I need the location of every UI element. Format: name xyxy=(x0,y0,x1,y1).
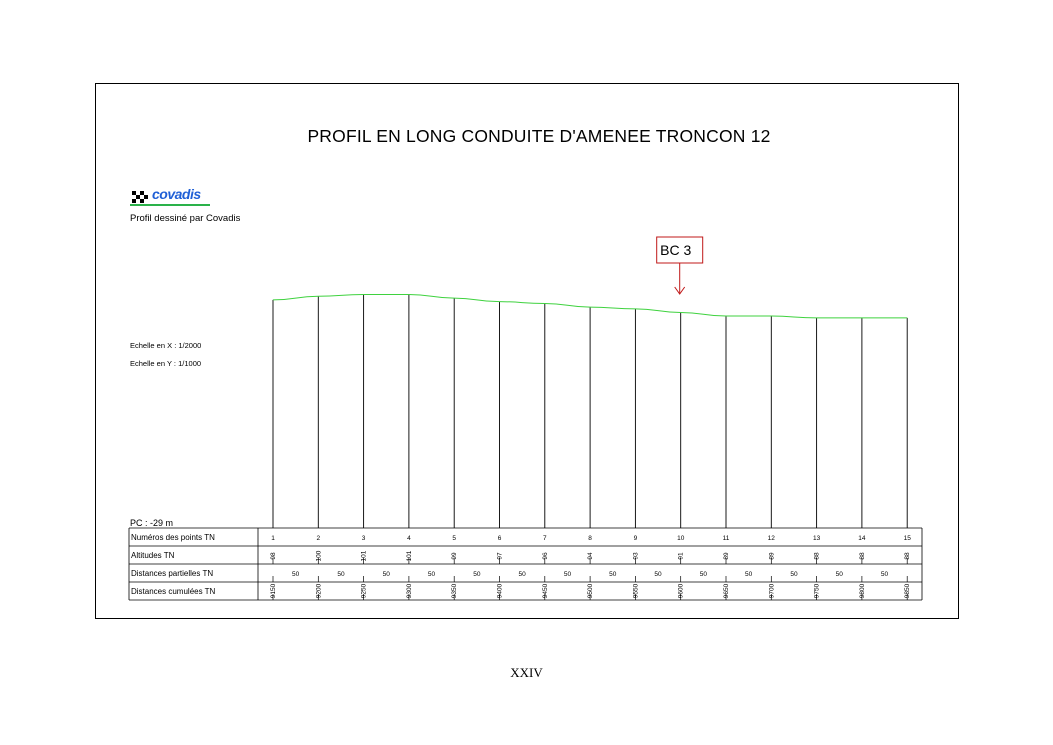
point-number-6: 6 xyxy=(497,535,502,542)
point-number-1: 1 xyxy=(271,535,275,542)
partial-distance-8: 50 xyxy=(609,571,617,578)
altitude-label-2: 100 xyxy=(315,550,323,562)
annotation-label: BC 3 xyxy=(660,242,692,258)
point-number-8: 8 xyxy=(588,535,592,542)
partial-distance-12: 50 xyxy=(790,571,798,578)
partial-distance-2: 50 xyxy=(337,571,345,578)
partial-distance-14: 50 xyxy=(880,571,889,578)
cumulative-distance-15: 9850 xyxy=(904,583,912,599)
cumulative-distance-1: 9150 xyxy=(270,583,277,599)
altitude-label-12: 89 xyxy=(768,552,776,560)
page-number: XXIV xyxy=(510,665,543,680)
altitude-label-1: 98 xyxy=(270,552,277,560)
point-number-7: 7 xyxy=(542,535,547,542)
altitude-label-10: 91 xyxy=(677,552,685,560)
cumulative-distance-10: 9600 xyxy=(677,583,685,599)
cumulative-distance-2: 9200 xyxy=(315,583,323,599)
partial-distance-5: 50 xyxy=(473,571,481,578)
partial-distance-13: 50 xyxy=(835,571,843,578)
cumulative-distance-13: 9750 xyxy=(813,583,821,599)
table-labels xyxy=(270,535,911,598)
altitude-label-15: 88 xyxy=(904,552,912,560)
altitude-label-14: 88 xyxy=(858,552,866,560)
row-label-partielles: Distances partielles TN xyxy=(131,569,214,578)
drawn-by-note: Profil dessiné par Covadis xyxy=(130,213,241,224)
data-table-grid xyxy=(129,528,922,600)
altitude-label-3: 101 xyxy=(360,550,368,562)
cumulative-distance-7: 9450 xyxy=(541,583,549,599)
reference-plane-label: PC : -29 m xyxy=(130,518,174,528)
row-label-altitudes: Altitudes TN xyxy=(131,551,175,560)
partial-distance-9: 50 xyxy=(654,571,662,578)
partial-distance-11: 50 xyxy=(745,571,753,578)
scale-x-label: Echelle en X : 1/2000 xyxy=(130,341,202,350)
altitude-label-5: 99 xyxy=(451,552,459,560)
partial-distance-6: 50 xyxy=(518,571,526,578)
altitude-label-6: 97 xyxy=(496,552,504,560)
cumulative-distance-5: 9350 xyxy=(451,583,459,599)
scale-y-label: Echelle en Y : 1/1000 xyxy=(130,359,202,368)
point-number-15: 15 xyxy=(903,535,911,542)
cumulative-distance-8: 9500 xyxy=(587,583,595,599)
partial-distance-1: 50 xyxy=(292,571,300,578)
cumulative-distance-9: 9550 xyxy=(632,583,640,599)
partial-distance-10: 50 xyxy=(699,571,707,578)
cumulative-distance-12: 9700 xyxy=(768,583,776,599)
point-number-5: 5 xyxy=(452,535,457,542)
altitude-label-4: 101 xyxy=(405,550,413,562)
point-number-9: 9 xyxy=(633,535,638,542)
chart-title: PROFIL EN LONG CONDUITE D'AMENEE TRONCON 12 xyxy=(307,126,771,146)
row-label-numeros: Numéros des points TN xyxy=(131,533,215,542)
bc3-annotation xyxy=(657,237,703,294)
altitude-label-13: 88 xyxy=(813,552,821,560)
row-label-cumulees: Distances cumulées TN xyxy=(131,587,216,596)
cumulative-distance-3: 9250 xyxy=(360,583,368,599)
partial-distance-4: 50 xyxy=(427,571,436,578)
partial-distance-3: 50 xyxy=(382,571,390,578)
point-number-3: 3 xyxy=(361,535,366,542)
altitude-label-7: 96 xyxy=(541,552,549,560)
point-number-14: 14 xyxy=(858,535,866,542)
point-number-2: 2 xyxy=(316,535,321,542)
altitude-label-8: 94 xyxy=(587,552,595,560)
partial-distance-7: 50 xyxy=(563,571,572,578)
point-number-10: 10 xyxy=(677,535,685,542)
point-number-11: 11 xyxy=(722,535,730,542)
cumulative-distance-6: 9400 xyxy=(496,583,504,599)
altitude-label-11: 89 xyxy=(723,552,730,560)
cumulative-distance-11: 9650 xyxy=(723,583,730,599)
logo-wordmark: covadis xyxy=(152,186,201,202)
point-number-4: 4 xyxy=(407,535,411,542)
altitude-label-9: 93 xyxy=(632,552,640,560)
cumulative-distance-14: 9800 xyxy=(858,583,866,599)
point-number-13: 13 xyxy=(812,535,821,542)
point-number-12: 12 xyxy=(767,535,775,542)
cumulative-distance-4: 9300 xyxy=(405,583,413,599)
